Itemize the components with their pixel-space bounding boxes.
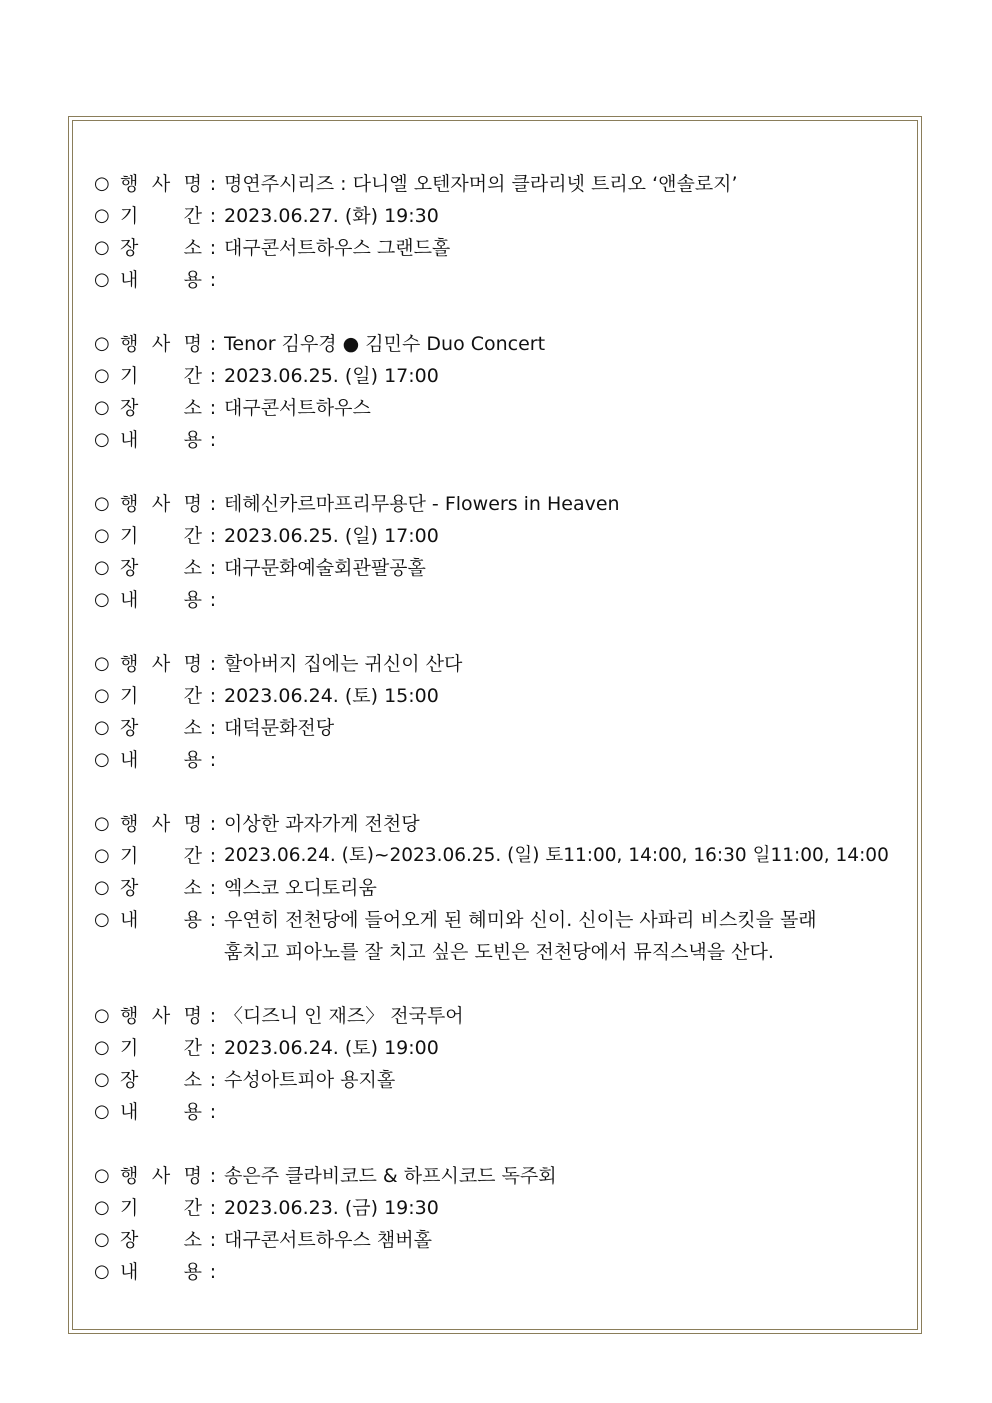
field-label [120,1096,202,1128]
field-label-char: 사 [151,173,171,195]
event-content-value [224,904,904,968]
circle-bullet-icon: ○ [94,1261,110,1282]
event-content-line: 우연히 전천당에 들어오게 된 혜미와 신이. 신이는 사파리 비스킷을 몰래 [224,909,817,931]
event-venue-row [94,1064,904,1096]
field-label-char: 내 [120,589,139,611]
event-title-row [94,808,904,840]
event-content-row [94,424,904,456]
event-title-row [94,648,904,680]
event-period-row [94,840,904,872]
field-colon: : [209,685,217,707]
circle-bullet-icon: ○ [94,1165,110,1186]
field-label [120,872,202,904]
event-title-value: Tenor 김우경 ● 김민수 Duo Concert [224,333,546,355]
circle-bullet-icon: ○ [94,493,110,514]
event-period-value: 2023.06.23. (금) 19:30 [224,1197,439,1219]
event-content-row [94,744,904,776]
field-label-char: 장 [120,397,139,419]
event-period-row [94,1032,904,1064]
field-colon: : [209,237,217,259]
field-colon: : [209,717,217,739]
event-venue-value: 수성아트피아 용지홀 [224,1069,396,1091]
field-label-char: 소 [183,237,202,259]
event-content-row [94,1256,904,1288]
circle-bullet-icon: ○ [94,205,110,226]
field-label-char: 기 [120,1037,139,1059]
field-label-char: 간 [183,365,202,387]
circle-bullet-icon: ○ [94,1101,110,1122]
field-label [120,200,202,232]
event-title-row [94,168,904,200]
field-label [120,520,202,552]
event-venue-row [94,552,904,584]
field-colon: : [209,397,217,419]
circle-bullet-icon: ○ [94,397,110,418]
circle-bullet-icon: ○ [94,333,110,354]
field-label [120,744,202,776]
field-label [120,904,202,936]
field-label-char: 내 [120,269,139,291]
field-label [120,328,202,360]
field-label-char: 명 [183,653,202,675]
circle-bullet-icon: ○ [94,173,110,194]
circle-bullet-icon: ○ [94,685,110,706]
field-label-char: 기 [120,685,139,707]
event-content-line: 훔치고 피아노를 잘 치고 싶은 도빈은 전천당에서 뮤직스낵을 산다. [224,941,774,963]
circle-bullet-icon: ○ [94,1229,110,1250]
field-label [120,1160,202,1192]
field-label-char: 간 [183,525,202,547]
event-period-value: 2023.06.25. (일) 17:00 [224,525,439,547]
circle-bullet-icon: ○ [94,589,110,610]
field-colon: : [209,493,217,515]
field-label-char: 명 [183,813,202,835]
circle-bullet-icon: ○ [94,557,110,578]
field-label [120,552,202,584]
event-venue-row [94,1224,904,1256]
event-content-row [94,584,904,616]
field-label [120,232,202,264]
field-colon: : [209,1069,217,1091]
field-colon: : [209,589,217,611]
field-label [120,264,202,296]
event-content-row [94,1096,904,1128]
event-block [94,488,904,616]
event-title-value: 명연주시리즈 : 다니엘 오텐자머의 클라리넷 트리오 ‘앤솔로지’ [224,173,738,195]
field-label-char: 소 [183,877,202,899]
field-label-char: 사 [151,653,171,675]
circle-bullet-icon: ○ [94,1197,110,1218]
field-label-char: 장 [120,717,139,739]
circle-bullet-icon: ○ [94,1037,110,1058]
circle-bullet-icon: ○ [94,365,110,386]
field-label-char: 장 [120,557,139,579]
field-label [120,1064,202,1096]
field-label [120,1256,202,1288]
event-venue-row [94,232,904,264]
event-block [94,328,904,456]
circle-bullet-icon: ○ [94,653,110,674]
event-period-row [94,680,904,712]
field-label-char: 내 [120,429,139,451]
field-label-char: 장 [120,877,139,899]
field-label-char: 소 [183,1229,202,1251]
event-venue-value: 엑스코 오디토리움 [224,877,377,899]
event-period-value: 2023.06.24. (토)~2023.06.25. (일) 토11:00, 14:00, 16:30 일11:00, 14:00 [224,845,889,866]
field-label-char: 간 [183,205,202,227]
event-title-row [94,1160,904,1192]
field-label [120,1224,202,1256]
event-venue-value: 대구콘서트하우스 챔버홀 [224,1229,432,1251]
event-list [94,168,904,1320]
event-venue-row [94,712,904,744]
event-period-value: 2023.06.24. (토) 15:00 [224,685,439,707]
field-colon: : [209,1261,217,1283]
event-block [94,168,904,296]
field-label-char: 장 [120,237,139,259]
event-title-value: 〈디즈니 인 재즈〉 전국투어 [224,1005,464,1027]
field-label-char: 간 [183,685,202,707]
circle-bullet-icon: ○ [94,749,110,770]
event-title-value: 이상한 과자가게 전천당 [224,813,420,835]
field-label-char: 기 [120,1197,139,1219]
field-colon: : [209,877,217,899]
event-title-value: 송은주 클라비코드 & 하프시코드 독주회 [224,1165,557,1187]
field-colon: : [209,845,217,867]
circle-bullet-icon: ○ [94,877,110,898]
field-label-char: 기 [120,525,139,547]
event-block [94,1160,904,1288]
field-colon: : [209,269,217,291]
field-label-char: 행 [120,173,139,195]
field-label-char: 행 [120,813,139,835]
field-label-char: 행 [120,1165,139,1187]
event-block [94,648,904,776]
field-colon: : [209,365,217,387]
circle-bullet-icon: ○ [94,717,110,738]
event-title-value: 테헤신카르마프리무용단 - Flowers in Heaven [224,493,620,515]
field-label-char: 소 [183,1069,202,1091]
field-label-char: 용 [183,429,202,451]
event-period-row [94,360,904,392]
field-colon: : [209,557,217,579]
event-title-row [94,328,904,360]
field-label-char: 간 [183,1037,202,1059]
field-label-char: 사 [151,333,171,355]
field-label [120,488,202,520]
field-label-char: 사 [151,1165,171,1187]
field-label-char: 용 [183,749,202,771]
field-label [120,808,202,840]
field-colon: : [209,429,217,451]
event-block [94,808,904,968]
field-label [120,392,202,424]
field-label-char: 간 [183,1197,202,1219]
event-period-row [94,200,904,232]
field-label-char: 명 [183,333,202,355]
field-label-char: 용 [183,589,202,611]
field-label-char: 소 [183,717,202,739]
field-colon: : [209,205,217,227]
event-venue-row [94,392,904,424]
field-label [120,680,202,712]
field-label [120,840,202,872]
field-label-char: 기 [120,365,139,387]
event-period-row [94,520,904,552]
circle-bullet-icon: ○ [94,845,110,866]
field-label-char: 기 [120,845,139,867]
field-label-char: 행 [120,1005,139,1027]
field-colon: : [209,749,217,771]
event-venue-row [94,872,904,904]
event-title-row [94,488,904,520]
event-content-row [94,904,904,968]
field-label-char: 행 [120,333,139,355]
circle-bullet-icon: ○ [94,429,110,450]
field-label-char: 행 [120,653,139,675]
field-label-char: 장 [120,1229,139,1251]
field-colon: : [209,1229,217,1251]
field-label-char: 소 [183,397,202,419]
circle-bullet-icon: ○ [94,909,110,930]
field-label-char: 사 [151,813,171,835]
field-label-char: 용 [183,269,202,291]
field-label [120,648,202,680]
field-colon: : [209,1037,217,1059]
field-colon: : [209,333,217,355]
field-label [120,584,202,616]
field-label-char: 사 [151,493,171,515]
field-label-char: 용 [183,1261,202,1283]
circle-bullet-icon: ○ [94,237,110,258]
event-venue-value: 대구콘서트하우스 [224,397,371,419]
field-colon: : [209,1165,217,1187]
field-label-char: 내 [120,749,139,771]
circle-bullet-icon: ○ [94,1005,110,1026]
field-label-char: 용 [183,1101,202,1123]
event-period-row [94,1192,904,1224]
event-title-row [94,1000,904,1032]
field-colon: : [209,1101,217,1123]
event-block [94,1000,904,1128]
field-label-char: 사 [151,1005,171,1027]
field-label-char: 장 [120,1069,139,1091]
field-label-char: 행 [120,493,139,515]
event-title-value: 할아버지 집에는 귀신이 산다 [224,653,463,675]
field-colon: : [209,909,217,931]
field-label [120,424,202,456]
circle-bullet-icon: ○ [94,1069,110,1090]
circle-bullet-icon: ○ [94,813,110,834]
field-colon: : [209,1005,217,1027]
field-label [120,1192,202,1224]
field-label-char: 명 [183,1005,202,1027]
event-venue-value: 대구콘서트하우스 그랜드홀 [224,237,451,259]
field-colon: : [209,1197,217,1219]
circle-bullet-icon: ○ [94,525,110,546]
field-label-char: 명 [183,1165,202,1187]
circle-bullet-icon: ○ [94,269,110,290]
field-colon: : [209,525,217,547]
field-label [120,712,202,744]
field-label-char: 소 [183,557,202,579]
field-label-char: 용 [183,909,202,931]
field-label-char: 내 [120,1261,139,1283]
field-colon: : [209,173,217,195]
field-label-char: 간 [183,845,202,867]
field-label [120,168,202,200]
field-label-char: 기 [120,205,139,227]
event-period-value: 2023.06.25. (일) 17:00 [224,365,439,387]
event-venue-value: 대구문화예술회관팔공홀 [224,557,426,579]
field-colon: : [209,813,217,835]
field-label [120,1032,202,1064]
field-colon: : [209,653,217,675]
field-label [120,1000,202,1032]
field-label [120,360,202,392]
field-label-char: 내 [120,909,139,931]
event-period-value: 2023.06.24. (토) 19:00 [224,1037,439,1059]
field-label-char: 명 [183,493,202,515]
event-content-row [94,264,904,296]
event-venue-value: 대덕문화전당 [224,717,335,739]
field-label-char: 내 [120,1101,139,1123]
field-label-char: 명 [183,173,202,195]
event-period-value: 2023.06.27. (화) 19:30 [224,205,439,227]
